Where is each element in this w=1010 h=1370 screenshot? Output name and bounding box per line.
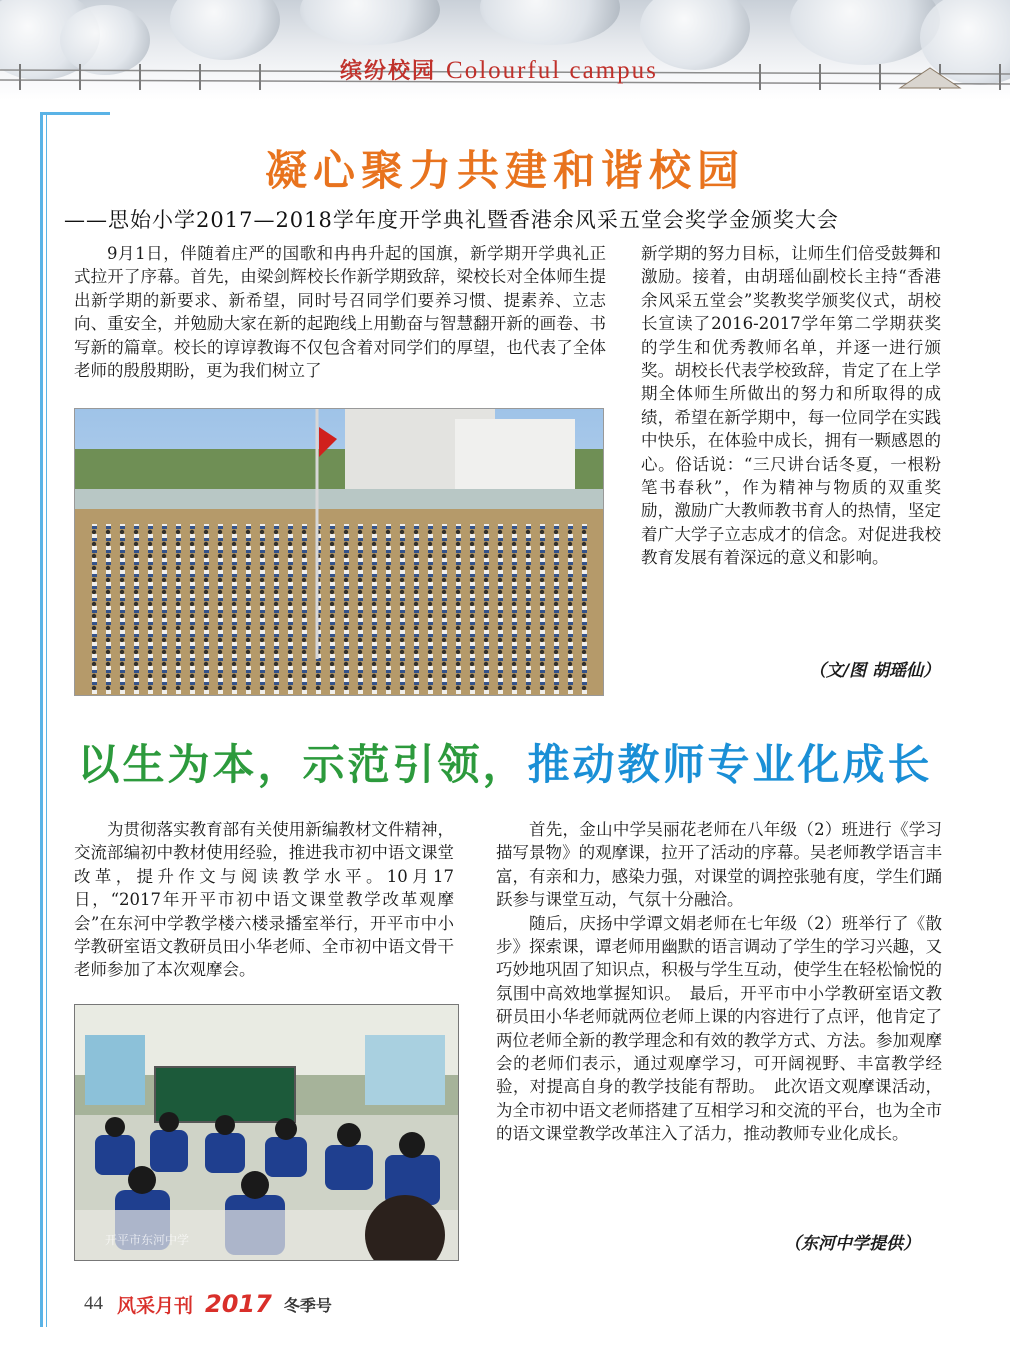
school-assembly-photo [74, 408, 604, 696]
article1-title: 凝心聚力共建和谐校园 [264, 146, 745, 195]
frame-line [40, 112, 43, 1327]
issue-year: 2017 [205, 1290, 272, 1318]
section-tag [340, 54, 658, 85]
article2-title-part2: 推动教师专业化成长 [527, 740, 933, 789]
article1-column-right [641, 242, 941, 570]
classroom-photo [74, 1004, 459, 1261]
article1-credit: （文/图 胡瑶仙） [808, 661, 940, 681]
page-number: 44 [84, 1293, 103, 1314]
article1-paragraph-right: 新学期的努力目标，让师生们倍受鼓舞和激励。接着，由胡瑶仙副校长主持“香港余风采五堂会”奖教奖学颁奖仪式，胡校长宣读了2016-2017学年第二学期获奖的学生和优秀教师名单，并逐一进行颁奖。胡校长代表学校致辞，肯定了在上学期全体师生所做出的努力和所取得的成绩，希望在新学期中，每一位同学在实践中快乐，在体验中成长，拥有一颗感恩的心。俗话说：“三尺讲台话冬夏，一根粉笔书春秋”，作为精神与物质的双重奖励，激励广大教师教书育人的热情，坚定着广大学子立志成才的信念。对促进我校教育发展有着深远的意义和影响。 [641, 244, 941, 568]
article2-paragraph-left: 为贯彻落实教育部有关使用新编教材文件精神，交流部编初中教材使用经验，推进我市初中语文课堂改革，提升作文与阅读教学水平。10月17日，“2017年开平市初中语文课堂教学改革观摩会”在东河中学教学楼六楼录播室举行，开平市中小学教研室语文教研员田小华老师、全市初中语文骨干老师参加了本次观摩会。 [74, 820, 454, 980]
article1-subtitle: ——思始小学2017—2018学年度开学典礼暨香港余风采五堂会奖学金颁奖大会 [64, 208, 839, 232]
photo-watermark: 开平市东河中学 [105, 1233, 190, 1247]
article2-title-part1: 以生为本，示范引领， [77, 740, 528, 789]
article2-paragraph-right-2: 随后，庆扬中学谭文娟老师在七年级（2）班举行了《散步》探索课，谭老师用幽默的语言调动了学生的学习兴趣，又巧妙地巩固了知识点，积极与学生互动，使学生在轻松愉悦的氛围中高效地掌握知识。 最后，开平市中小学教研室语文教研员田小华老师就两位老师上课的内容进行了点评，他肯定了两位老师全新的教学理念和有效的教学方式、方法。参加观摩会的老师们表示，通过观摩学习，可开阔视野、丰富教学经验，对提高自身的教学技能有帮助。 此次语文观摩课活动，为全市初中语文老师搭建了互相学习和交流的平台，也为全市的语文课堂教学改革注入了活力，推动教师专业化成长。 [496, 913, 942, 1144]
article2-column-right [496, 818, 942, 1146]
article2-credit: （东河中学提供） [784, 1234, 920, 1254]
page-footer [84, 1289, 332, 1319]
frame-corner [40, 112, 110, 115]
issue-season: 冬季号 [283, 1295, 332, 1315]
article2-title [0, 732, 1010, 792]
article2-paragraph-right-1: 首先，金山中学吴丽花老师在八年级（2）班进行《学习描写景物》的观摩课，拉开了活动的序幕。吴老师教学语言丰富，有亲和力，感染力强，对课堂的调控张驰有度，学生们踊跃参与课堂互动，气氛十分融洽。 [496, 820, 942, 910]
article1-paragraph-left: 9月1日，伴随着庄严的国歌和冉冉升起的国旗，新学期开学典礼正式拉开了序幕。首先，由梁剑辉校长作新学期致辞，梁校长对全体师生提出新学期的新要求、新希望，同时号召同学们要养习惯、提素养、立志向、重安全，并勉励大家在新的起跑线上用勤奋与智慧翻开新的画卷、书写新的篇章。校长的谆谆教诲不仅包含着对同学们的厚望，也代表了全体老师的殷殷期盼，更为我们树立了 [74, 244, 606, 381]
header-banner [0, 0, 1010, 100]
frame-line-inner [46, 112, 47, 1327]
section-tag-en: Colourful campus [446, 57, 658, 84]
magazine-name: 风采月刊 [117, 1294, 194, 1317]
article1-column-left [74, 242, 606, 382]
section-tag-cn: 缤纷校园 [340, 58, 437, 84]
article2-column-left [74, 818, 454, 982]
